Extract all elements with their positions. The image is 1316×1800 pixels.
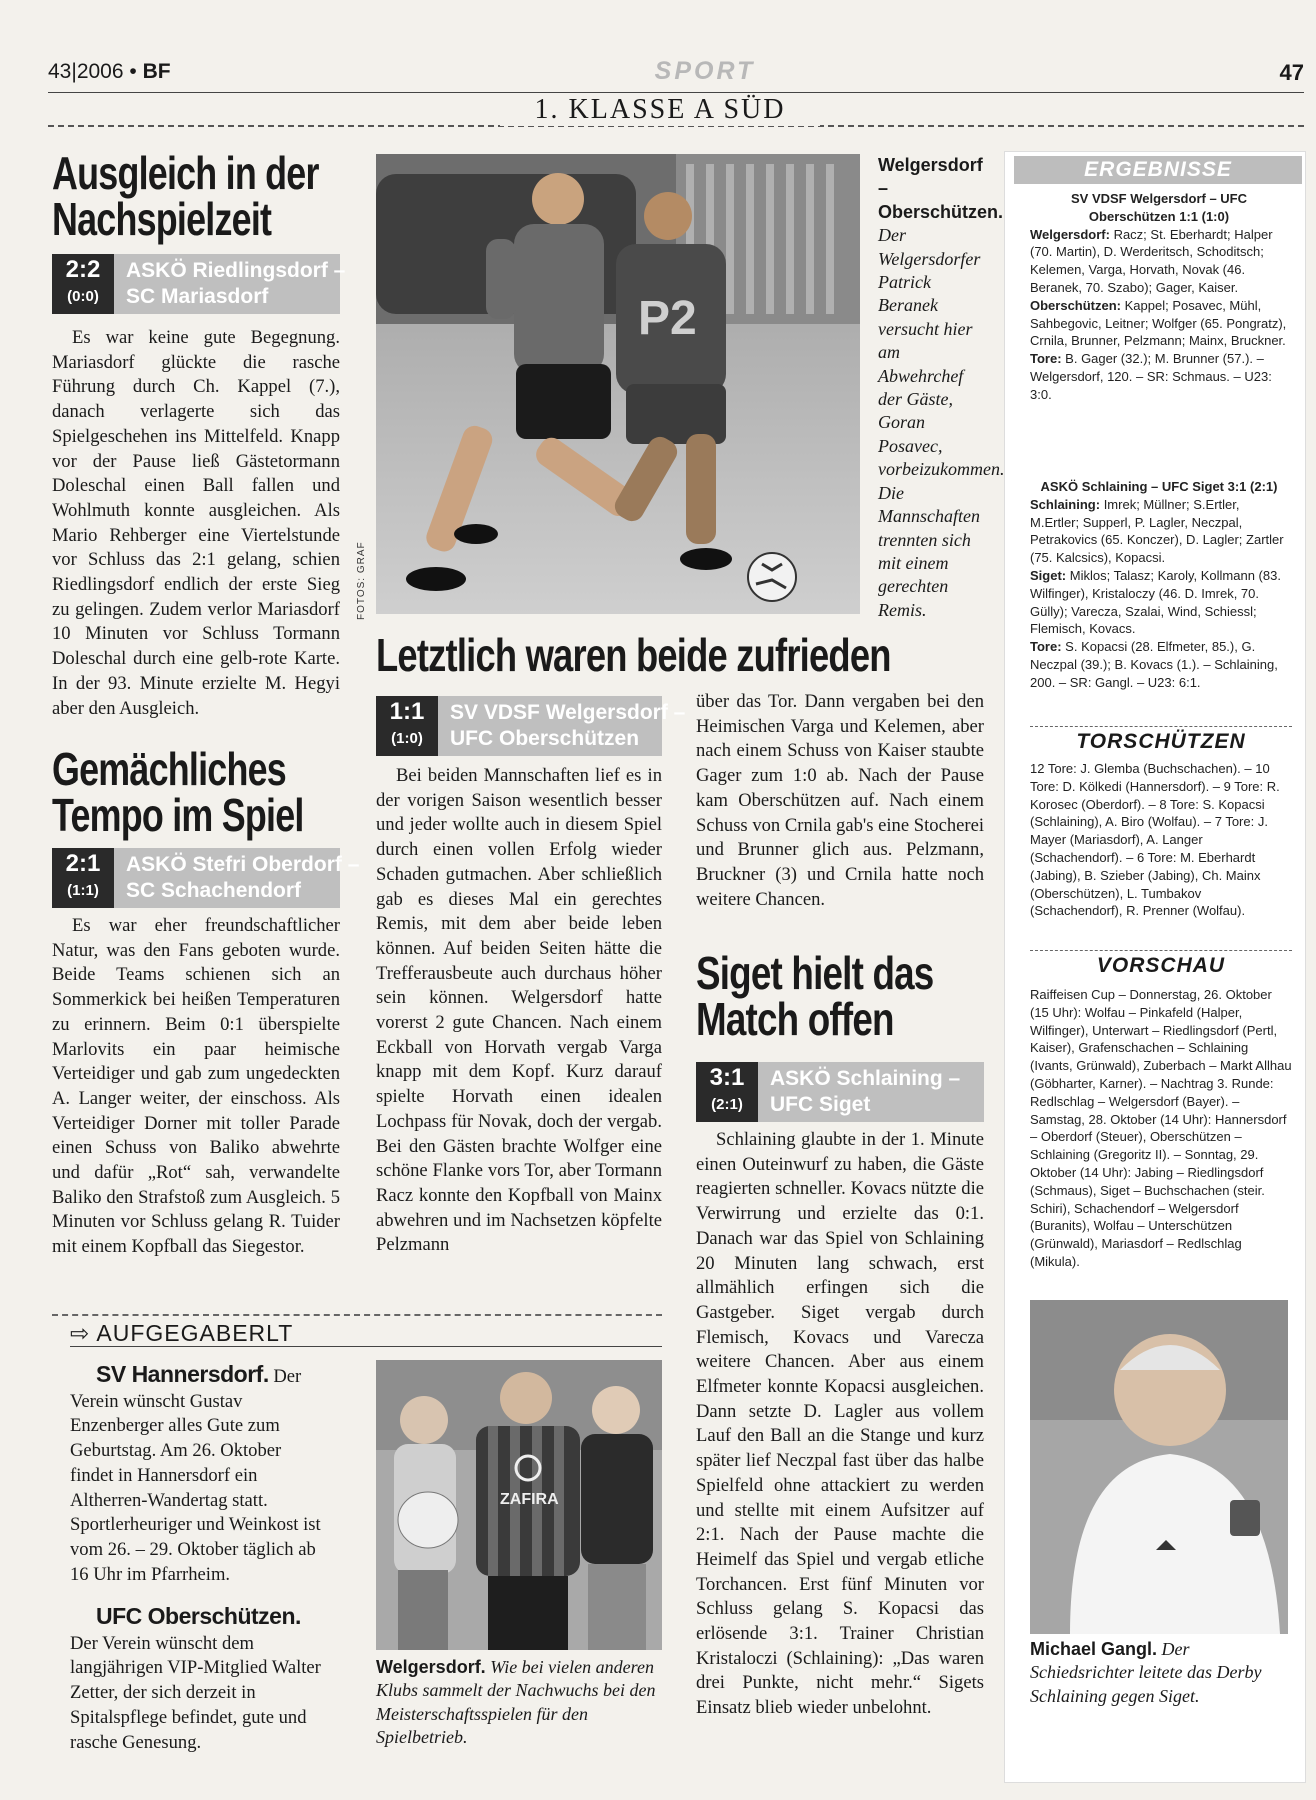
score-halftime: (0:0) [67, 288, 99, 305]
article3-score-bar [376, 696, 686, 756]
soccer-photo-illustration [376, 154, 860, 614]
header-rule [48, 92, 1304, 93]
photo-credit: FOTOS: GRAF [356, 541, 367, 620]
referee-caption [1030, 1638, 1292, 1708]
ergebnisse-heading: ERGEBNISSE [1014, 156, 1302, 184]
score-final: 1:1 [389, 698, 425, 725]
club-name: SV Hannersdorf. [96, 1361, 269, 1387]
aufgegaberlt-item1 [70, 1362, 322, 1587]
club-note: Der Verein wünscht Gustav Enzenberger alles Gute zum Geburtstag. Am 26. Oktober findet in Hannersdorf ein Altherren-Wandertag statt. Sportlerheuriger und Weinkost ist vom 26. – 29. Oktober täglich ab 16 Uhr im Pfarrheim. [70, 1366, 321, 1585]
score-halftime: (1:1) [67, 882, 99, 899]
result1-title: SV VDSF Welgersdorf – UFC Oberschützen 1:1 (1:0) [1070, 191, 1247, 224]
score-block [52, 254, 114, 314]
aufgegaberlt-rule [52, 1314, 662, 1316]
caption-bold: Welgersdorf. [376, 1657, 486, 1677]
aufgegaberlt-label: AUFGEGABERLT [96, 1320, 294, 1346]
caption-bold: Welgersdorf – Oberschützen. [878, 155, 1004, 222]
away-team: UFC Siget [770, 1093, 871, 1116]
score-final: 2:2 [65, 256, 101, 283]
shirt-text: ZAFIRA [500, 1491, 559, 1508]
photo-kids [376, 1360, 662, 1650]
goals-text: S. Kopacsi (28. Elfmeter, 85.), G. Neczpal (39.); B. Kovacs (1.). – Schlaining, 200. – SR: Gangl. – U23: 6:1. [1030, 639, 1278, 690]
article4-headline: Siget hielt das Match offen [696, 947, 934, 1045]
article2-headline: Gemächliches Tempo im Spiel [52, 743, 304, 841]
article3-text-b: über das Tor. Dann vergaben bei den Heimischen Varga und Kelemen, aber nach einem Schuss von Kaiser staubte Gager zum 1:0 ab. Nach der Pause kam Oberschützen auf. Nach einem Schuss von Crnila gab's eine Stocherei und Brunner glich aus. Pelzmann, Bruckner (3) und Crnila hatte noch weitere Chancen. [696, 691, 984, 910]
page-number: 47 [1279, 60, 1304, 85]
torschuetzen-rule [1030, 726, 1292, 727]
caption-text: Wie bei vielen anderen Klubs sammelt der Nachwuchs bei den Meisterschaftsspielen für den Spielbetrieb. [376, 1657, 656, 1748]
club-note: Der Verein wünscht dem langjährigen VIP-Mitglied Walter Zetter, der sich derzeit in Spitalspflege befindet, gute und rasche Genesung. [70, 1632, 321, 1753]
issue-number: 43|2006 [48, 60, 124, 83]
referee-photo-illustration [1030, 1300, 1288, 1634]
paper-name: BF [142, 60, 171, 83]
league-title: 1. KLASSE A SÜD [500, 94, 820, 126]
lineup-label: Welgersdorf: [1030, 226, 1110, 242]
article4-text: Schlaining glaubte in der 1. Minute einen Outeinwurf zu haben, die Gäste reagierten schneller. Kovacs nützte die Verwirrung und erzielte das 0:1. Danach war das Spiel von Schlaining 20 Minuten lang schwach, erst allmählich erfingen sich die Gastgeber. Siget vergab durch Flemisch, Kovacs und Varecza weitere Chancen. Aber aus einem Elfmeter konnte Kopacsi ausgleichen. Dann setzte D. Lagler aus vollem Lauf den Ball an die Stange und kurz später lief Neczpal fast über das halbe Spielfeld ohne attackiert zu werden und stellte mit einem Aufsitzer auf 2:1. Nach der Pause machte die Heimelf das Spiel und vergab etliche Torchancen. Erst fünf Minuten vor Schluss gelang S. Kopacsi das erlösende 3:1. Trainer Christian Kristaloczi (Schlaining): „Das waren drei Punkte, nicht mehr.“ Sigets Einsatz blieb wieder unbelohnt. [696, 1129, 984, 1719]
home-team: ASKÖ Stefri Oberdorf – [126, 853, 360, 876]
lineup-text: Racz; St. Eberhardt; Halper (70. Martin), D. Werderitsch, Schoditsch; Kelemen, Varga, Horvath, Novak (46. Beranek, 70. Szabo); Gager, Kaiser. [1030, 226, 1273, 295]
score-block [376, 696, 438, 756]
score-halftime: (1:0) [391, 730, 423, 747]
section-label: SPORT [654, 57, 756, 85]
away-team: UFC Oberschützen [450, 727, 640, 750]
vorschau-rule [1030, 950, 1292, 951]
article1-score-bar [52, 254, 346, 314]
article3-text-a: Bei beiden Mannschaften lief es in der vorigen Saison wesentlich besser und jeder wollte auch in diesem Spiel durch einen vollen Erfolg wieder Schaden gutmachen. Aber schließlich gab es dieses Mal ein gerechtes Remis, mit dem aber beide leben können. Auf beiden Seiten hätte die Trefferausbeute auch durchaus höher sein können. Welgersdorf hatte vorerst 2 gute Chancen. Nach einem Eckball von Horvath vergab Varga knapp mit dem Kopf. Kurz darauf spielte Horvath einen idealen Lochpass für Novak, doch der vergab. Bei den Gästen brachte Wolfger eine schöne Flanke vors Tor, aber Tormann Racz konnte den Kopfball von Mainx abwehren und im Nachsetzen köpfelte Pelzmann [376, 765, 662, 1256]
aufgegaberlt-title [70, 1320, 293, 1347]
result2 [1030, 478, 1288, 692]
torschuetzen-list: 12 Tore: J. Glemba (Buchschachen). – 10 Tore: D. Kölkedi (Hannersdorf). – 9 Tore: R. Korosec (Oberdorf). – 8 Tore: S. Kopacsi (Schlaining), A. Biro (Wolfau). – 7 Tore: J. Mayer (Mariasdorf), A. Langer (Schachendorf). – 6 Tore: M. Eberhardt (Jabing), B. Szieber (Jabing), Ch. Mainx (Oberschützen), L. Tumbakov (Schachendorf), R. Prenner (Wolfau). [1030, 761, 1280, 919]
photo-soccer-match [376, 154, 860, 614]
article1-headline: Ausgleich in der Nachspielzeit [52, 147, 319, 245]
club-name: UFC Oberschützen. [96, 1603, 301, 1629]
article2-text: Es war eher freundschaftlicher Natur, was den Fans geboten wurde. Beide Teams schienen sich an Sommerkick bei heißen Temperaturen zu erinnern. Beim 0:1 überspielte Marlovits ein paar heimische Verteidiger und gab zum ungedeckten A. Langer weiter, der einschoss. Als Verteidiger Dorner mit toller Parade einen Schuss von Baliko abwehrte und dafür „Rot“ sah, verwandelte Baliko den Strafstoß zum Ausgleich. 5 Minuten vor Schluss gelang R. Tuider mit einem Kopfball das Siegestor. [52, 915, 340, 1258]
referee-photo [1030, 1300, 1288, 1634]
lineup-label: Schlaining: [1030, 496, 1101, 512]
vorschau-heading: VORSCHAU [1096, 954, 1226, 977]
home-team: SV VDSF Welgersdorf – [450, 701, 686, 724]
team-names [126, 852, 359, 904]
page-header-issue [48, 60, 171, 84]
lineup-label: Oberschützen: [1030, 297, 1122, 313]
lineup-label: Siget: [1030, 567, 1067, 583]
result2-title: ASKÖ Schlaining – UFC Siget 3:1 (2:1) [1040, 479, 1278, 494]
vorschau-list: Raiffeisen Cup – Donnerstag, 26. Oktober (15 Uhr): Wolfau – Pinkafeld (Halper, Wilfinger), Unterwart – Riedlingsdorf (Pertl, Kaiser), Grafenschachen – Schlaining (Ivants, Grünwald), Zuberbach – Markt Allhau (Göbharter, Karner). – Nachtrag 3. Runde: Redlschlag – Welgersdorf (Bayer). – Samstag, 28. Oktober (14 Uhr): Hannersdorf – Oberdorf (Steuer), Oberschützen – Schlaining (Gregoritz II). – Sonntag, 29. Oktober (14 Uhr): Jabing – Riedlingsdorf (Schmaus), Siget – Buchschachen (steir. Schiri), Schachendorf – Welgersdorf (Buranits), Wolfau – Unterschützen (Grünwald), Mariasdorf – Redlschlag (Mikula). [1030, 987, 1292, 1269]
team-names [126, 258, 345, 310]
caption-text: Der Schiedsrichter leitete das Derby Schlaining gegen Siget. [1030, 1639, 1262, 1706]
aufgegaberlt-item2 [70, 1604, 322, 1755]
lineup-text: Miklos; Talasz; Karoly, Kollmann (83. Wilfinger), Kristaloczy (46. D. Imrek, 70. Gülly); Varecza, Szalai, Wind, Schiessl; Flemisch, Kovacs. [1030, 567, 1281, 637]
result1 [1030, 190, 1288, 404]
lineup-text: Imrek; Müllner; S.Ertler, M.Ertler; Supperl, P. Lagler, Neczpal, Petrakovics (65. Konczer), D. Lagler; Zartler (75. Kalcsics), Kopacsi. [1030, 496, 1284, 566]
away-team: SC Mariasdorf [126, 285, 269, 308]
photo2-caption [376, 1656, 666, 1750]
arrow-icon: ⇨ [70, 1320, 91, 1346]
home-team: ASKÖ Schlaining – [770, 1067, 961, 1090]
article4-score-bar [696, 1062, 984, 1122]
score-block [52, 848, 114, 908]
article2-score-bar [52, 848, 360, 908]
score-block [696, 1062, 758, 1122]
team-names [450, 700, 685, 752]
torschuetzen-heading: TORSCHÜTZEN [1076, 730, 1246, 753]
svg-text:P2: P2 [638, 292, 697, 345]
article3-headline: Letztlich waren beide zufrieden [376, 629, 891, 681]
goals-text: B. Gager (32.); M. Brunner (57.). – Welgersdorf, 120. – SR: Schmaus. – U23: 3:0. [1030, 351, 1272, 402]
photo1-caption [878, 154, 1005, 622]
kids-photo-illustration [376, 1360, 662, 1650]
score-halftime: (2:1) [711, 1096, 743, 1113]
away-team: SC Schachendorf [126, 879, 302, 902]
lineup-text: Kappel; Posavec, Mühl, Sahbegovic, Leitner; Wolfger (65. Pongratz), Crnila, Brunner, Pelzmann; Mainx, Bruckner. [1030, 297, 1287, 349]
team-names [770, 1066, 960, 1118]
score-final: 3:1 [709, 1064, 745, 1091]
caption-bold: Michael Gangl. [1030, 1639, 1158, 1659]
home-team: ASKÖ Riedlingsdorf – [126, 259, 346, 282]
caption-text: Der Welgersdorfer Patrick Beranek versucht hier am Abwehrchef der Gäste, Goran Posavec, vorbeizukommen. Die Mannschaften trennten sich mit einem gerechten Remis. [878, 225, 1005, 620]
article1-text: Es war keine gute Begegnung. Mariasdorf glückte die rasche Führung durch Ch. Kappel (7.), danach verlagerte sich das Spielgeschehen ins Mittelfeld. Knapp vor der Pause ließ Gästetormann Doleschal einen Ball fallen und Wohlmuth konnte ausgleichen. Als Mario Rehberger eine Viertelstunde vor Schluss das 2:1 gelang, schien Riedlingsdorf endlich der erste Sieg zu gelingen. Zudem verlor Mariasdorf 10 Minuten vor Schluss Tormann Doleschal durch eine gelb-rote Karte. In der 93. Minute erzielte M. Hegyi aber den Ausgleich. [52, 327, 340, 719]
score-final: 2:1 [65, 850, 101, 877]
aufgegaberlt-underline [70, 1346, 662, 1347]
goals-label: Tore: [1030, 351, 1062, 367]
goals-label: Tore: [1030, 639, 1062, 655]
header-bullet: • [129, 60, 137, 83]
